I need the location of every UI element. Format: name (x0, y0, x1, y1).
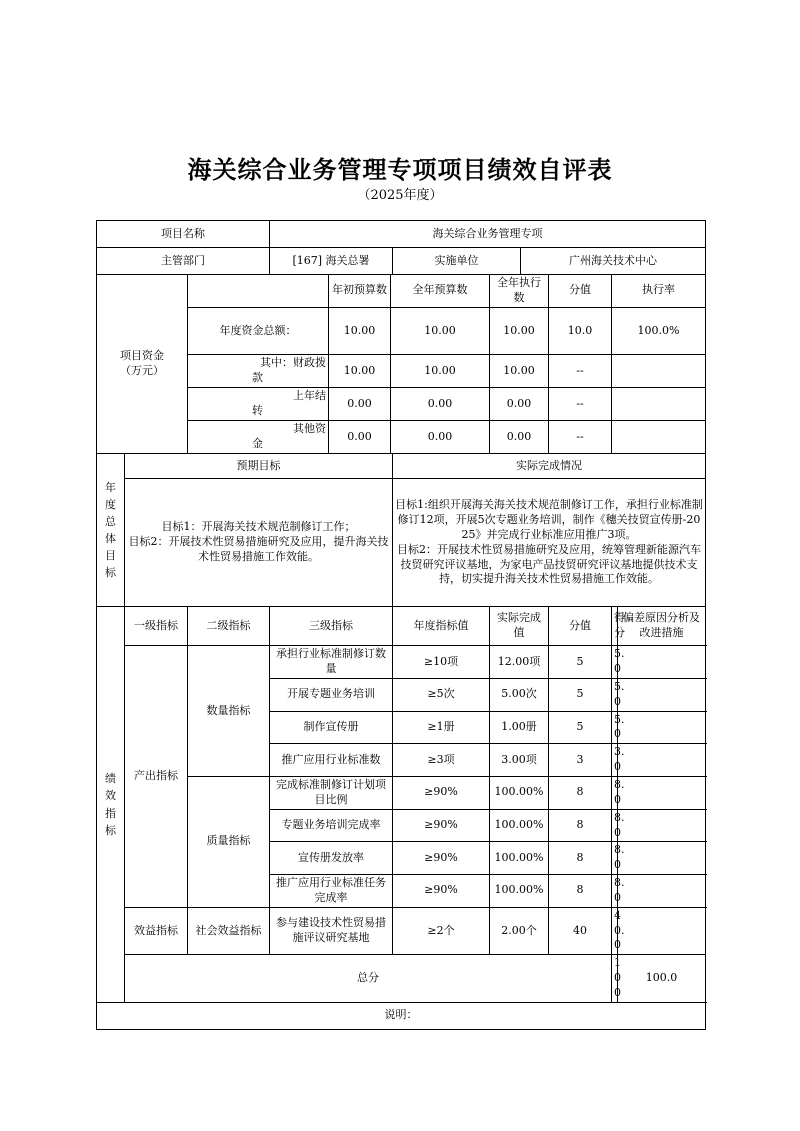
indicator-header-deviation: 偏差原因分析及改进措施 (618, 607, 706, 646)
funds-header-blank (188, 275, 329, 308)
goals-label (97, 454, 125, 607)
indicator-score-value: 5 (549, 678, 612, 711)
indicator-actual: 100.00% (490, 776, 549, 809)
funds-cell: -- (549, 388, 612, 421)
indicator-score: 8.0 (612, 776, 618, 809)
indicator-level3: 专题业务培训完成率 (270, 809, 393, 842)
funds-label (97, 275, 188, 454)
indicator-deviation (618, 744, 706, 777)
goals-content-row (97, 479, 706, 607)
funds-row-name-b: 金 (252, 437, 263, 451)
note-row (97, 1002, 706, 1029)
goals-label-text: 年度总体目标 (105, 481, 116, 580)
indicator-level3: 推广应用行业标准任务完成率 (270, 875, 393, 908)
indicator-actual: 5.00次 (490, 678, 549, 711)
indicator-level3: 承担行业标准制修订数量 (270, 646, 393, 679)
indicator-deviation (618, 809, 706, 842)
indicator-score-value: 40 (549, 907, 612, 955)
department-label: 主管部门 (97, 248, 270, 275)
indicator-deviation (618, 711, 706, 744)
indicator-actual: 3.00项 (490, 744, 549, 777)
project-name-value: 海关综合业务管理专项 (270, 221, 706, 248)
indicator-score-value: 5 (549, 711, 612, 744)
total-row (97, 955, 706, 1003)
indicator-target: ≥90% (393, 809, 490, 842)
funds-cell: 100.0% (612, 307, 706, 355)
indicator-deviation (618, 875, 706, 908)
indicator-actual: 2.00个 (490, 907, 549, 955)
indicator-header-level2: 二级指标 (188, 607, 270, 646)
indicator-actual: 100.00% (490, 875, 549, 908)
indicator-level3: 宣传册发放率 (270, 842, 393, 875)
funds-header-row (97, 275, 706, 308)
indicator-target: ≥3项 (393, 744, 490, 777)
indicator-score: 8.0 (612, 809, 618, 842)
indicator-actual: 1.00册 (490, 711, 549, 744)
funds-cell: 10.00 (329, 355, 391, 388)
implementing-unit-value: 广州海关技术中心 (521, 248, 706, 275)
funds-cell: 10.00 (490, 307, 549, 355)
funds-row-name-a: 其他资 (293, 422, 327, 436)
indicator-header-level3: 三级指标 (270, 607, 393, 646)
indicator-actual: 100.00% (490, 809, 549, 842)
indicator-deviation (618, 646, 706, 679)
indicator-score-value: 8 (549, 842, 612, 875)
funds-row-fiscal (97, 355, 706, 388)
indicator-score: 3.0 (612, 744, 618, 777)
funds-cell: 10.0 (549, 307, 612, 355)
indicator-header-target: 年度指标值 (393, 607, 490, 646)
total-label: 总分 (125, 955, 612, 1003)
level1-benefit: 效益指标 (125, 907, 188, 955)
goals-header-row (97, 454, 706, 479)
total-score: 100.0 (618, 955, 706, 1003)
indicator-header-level1: 一级指标 (125, 607, 188, 646)
note-label: 说明： (97, 1002, 706, 1029)
indicator-row (97, 776, 706, 809)
project-name-label: 项目名称 (97, 221, 270, 248)
department-value: [167] 海关总署 (270, 248, 393, 275)
funds-row-name (188, 421, 329, 454)
indicator-score-value: 3 (549, 744, 612, 777)
funds-cell: -- (549, 355, 612, 388)
page-subtitle: （2025年度） (357, 188, 443, 203)
indicator-target: ≥1册 (393, 711, 490, 744)
funds-row-name (188, 388, 329, 421)
funds-row-carryover (97, 388, 706, 421)
indicators-label-text: 绩效指标 (105, 772, 116, 837)
indicator-target: ≥5次 (393, 678, 490, 711)
funds-cell: 0.00 (490, 388, 549, 421)
funds-cell: 0.00 (391, 388, 490, 421)
indicator-target: ≥10项 (393, 646, 490, 679)
level2-quality: 质量指标 (188, 776, 270, 907)
funds-header-rate: 执行率 (612, 275, 706, 308)
indicator-score-value: 8 (549, 776, 612, 809)
funds-row-name-a: 其中：财政拨 (260, 356, 327, 370)
indicator-actual: 100.00% (490, 842, 549, 875)
funds-cell: 0.00 (329, 421, 391, 454)
funds-cell: 10.00 (391, 355, 490, 388)
funds-row-total (97, 307, 706, 355)
funds-row-name-a: 上年结 (293, 389, 327, 403)
department-row (97, 248, 706, 275)
evaluation-table (96, 220, 706, 1030)
funds-label-line1: 项目资金 (120, 349, 164, 363)
funds-header-initial-budget: 年初预算数 (329, 275, 391, 308)
expected-goals-text: 目标1：开展海关技术规范制修订工作； 目标2：开展技术性贸易措施研究及应用，提升海关技术性贸易措施工作效能。 (125, 479, 393, 607)
funds-row-name-b: 款 (252, 371, 263, 385)
indicator-score: 5.0 (612, 646, 618, 679)
indicator-header-score-value: 分值 (549, 607, 612, 646)
indicator-deviation (618, 776, 706, 809)
indicator-score: 5.0 (612, 711, 618, 744)
funds-cell: -- (549, 421, 612, 454)
indicators-label (97, 607, 125, 1003)
indicator-target: ≥90% (393, 875, 490, 908)
indicator-actual: 12.00项 (490, 646, 549, 679)
project-name-row (97, 221, 706, 248)
funds-cell (612, 355, 706, 388)
total-score-value: 100 (612, 955, 618, 1003)
funds-header-score-value: 分值 (549, 275, 612, 308)
funds-cell: 0.00 (490, 421, 549, 454)
actual-goals-text: 目标1:组织开展海关海关技术规范制修订工作，承担行业标准制修订12项，开展5次专题业务培训，制作《穗关技贸宣传册-2025》并完成行业标准应用推广3项。 目标2：开展技术性贸易措施研究及应用，统筹管理新能源汽车技贸研究评议基地，为家电产品技贸研究评议基地提供技术支持，切实提升海关技术性贸易措施工作效能。 (393, 479, 706, 607)
indicator-row (97, 907, 706, 955)
indicator-score: 40.0 (612, 907, 618, 955)
indicator-level3: 推广应用行业标准数 (270, 744, 393, 777)
funds-row-other (97, 421, 706, 454)
indicator-score: 5.0 (612, 678, 618, 711)
indicator-score-value: 8 (549, 875, 612, 908)
funds-cell: 10.00 (391, 307, 490, 355)
funds-header-executed: 全年执行数 (490, 275, 549, 308)
indicator-level3: 参与建设技术性贸易措施评议研究基地 (270, 907, 393, 955)
funds-cell: 0.00 (391, 421, 490, 454)
funds-cell: 10.00 (490, 355, 549, 388)
funds-header-annual-budget: 全年预算数 (391, 275, 490, 308)
funds-cell: 10.00 (329, 307, 391, 355)
funds-row-name: 年度资金总额： (188, 307, 329, 355)
indicator-score-value: 8 (549, 809, 612, 842)
expected-goals-header: 预期目标 (125, 454, 393, 479)
indicator-header-actual: 实际完成值 (490, 607, 549, 646)
level2-social: 社会效益指标 (188, 907, 270, 955)
indicator-deviation (618, 842, 706, 875)
indicator-target: ≥90% (393, 776, 490, 809)
level2-quantity: 数量指标 (188, 646, 270, 777)
funds-label-line2: （万元） (120, 364, 164, 378)
indicator-score-value: 5 (549, 646, 612, 679)
actual-goals-header: 实际完成情况 (393, 454, 706, 479)
indicator-target: ≥2个 (393, 907, 490, 955)
indicators-header-row (97, 607, 706, 646)
indicator-level3: 开展专题业务培训 (270, 678, 393, 711)
indicator-score: 8.0 (612, 842, 618, 875)
indicator-deviation (618, 678, 706, 711)
funds-cell (612, 388, 706, 421)
indicator-deviation (618, 907, 706, 955)
indicator-header-score: 得分 (612, 607, 618, 646)
funds-cell: 0.00 (329, 388, 391, 421)
indicator-target: ≥90% (393, 842, 490, 875)
indicator-score: 8.0 (612, 875, 618, 908)
level1-output: 产出指标 (125, 646, 188, 908)
indicator-level3: 制作宣传册 (270, 711, 393, 744)
funds-row-name (188, 355, 329, 388)
implementing-unit-label: 实施单位 (393, 248, 521, 275)
page-title: 海关综合业务管理专项项目绩效自评表 (187, 156, 613, 184)
funds-row-name-b: 转 (252, 404, 263, 418)
funds-cell (612, 421, 706, 454)
indicator-level3: 完成标准制修订计划项目比例 (270, 776, 393, 809)
indicator-row (97, 646, 706, 679)
